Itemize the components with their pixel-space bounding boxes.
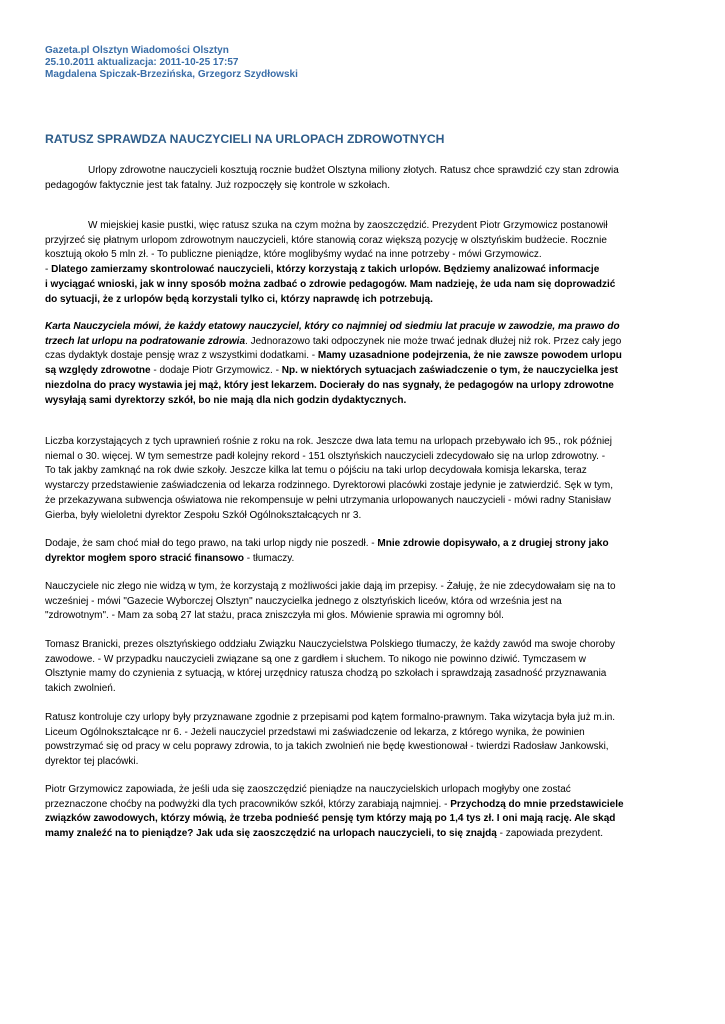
text-line: W miejskiej kasie pustki, więc ratusz szuka na czym można by zaoszczędzić. Prezydent Piotr Grzymowicz postanowił [88,220,608,231]
text-line: przeznaczone choćby na podwyżki dla tych pracowników szkół, którzy zarabiają najmniej. - Przychodzą do mnie przedstawiciele [45,798,624,810]
text-line: niemal o 30. więcej. W tym semestrze padł kolejny rekord - 151 olsztyńskich nauczycieli zdecydowało się na urlop zdrowotny. - [45,450,606,462]
paragraph-5 [45,537,685,566]
text-line: trzech lat urlopu na podratowanie zdrowia. Jednorazowo taki odpoczynek nie może trwać jednak dłużej niż rok. Przez cały jego [45,335,622,347]
quote-bold: niezdolna do pracy wystawia jej mąż, który jest lekarzem. Docierały do nas sygnały, że pedagogów na urlopy zdrowotne [45,379,614,391]
text-line: Ratusz kontroluje czy urlopy były przyznawane zgodnie z przepisami pod kątem formalno-prawnym. Taka wizytacja była już m.in. [45,712,616,723]
text-line: wystarczy przedstawienie zaświadczenia od lekarza rodzinnego. Dyrektorowi placówki zostaje jedynie je zatwierdzić. Sęk w tym, [45,480,614,492]
text-line: Dodaje, że sam choć miał do tego prawo, na taki urlop nigdy nie poszedł. - Mnie zdrowie dopisywało, a z drugiej strony jako [45,538,609,549]
text-line: Liczba korzystających z tych uprawnień rośnie z roku na rok. Jeszcze dwa lata temu na urlopach przebywało ich 95., rok później [45,436,612,447]
quote-bold: wysyłają sami dyrektorzy szkół, bo nie mają dla nich godzin dydaktycznych. [45,394,407,406]
paragraph-9 [45,783,685,842]
text-line: kosztują około 5 mln zł. - To publiczne pieniądze, które moglibyśmy wydać na inne potrzeby - mówi Grzymowicz. [45,249,542,261]
text-line: Urlopy zdrowotne nauczycieli kosztują rocznie budżet Olsztyna miliony złotych. Ratusz chce sprawdzić czy stan zdrowia [88,165,619,176]
text-line: dyrektor tej placówki. [45,756,139,768]
text-line: Tomasz Branicki, prezes olsztyńskiego oddziału Związku Nauczycielstwa Polskiego tłumaczy, że każdy zawód ma swoje choroby [45,639,616,650]
text-line: przyjrzeć się płatnym urlopom zdrowotnym nauczycieli, które stanowią coraz większą pozycję w olsztyńskim budżecie. Rocznie [45,234,607,246]
text-line: Olsztynie mamy do czynienia z sytuacją, w której urzędnicy ratusza chodzą po szkołach i sprawdzają zasadność przyznawania [45,668,607,680]
text-line: zawodowe. - W przypadku nauczycieli związane są one z gardłem i słuchem. To nikogo nie powinno dziwić. Tymczasem w [45,653,586,665]
quote-bold: do sytuacji, że z urlopów będą korzystali tylko ci, którzy naprawdę ich potrzebują. [45,293,433,305]
text-line: "zdrowotnym". - Mam za sobą 27 lat stażu, praca zniszczyła mi głos. Mówienie sprawia mi ogromny ból. [45,610,504,622]
text-line: mamy znaleźć na to pieniądze? Jak uda się zaoszczędzić na urlopach nauczycieli, to się znajdą - zapowiada prezydent. [45,828,603,840]
lead-paragraph [45,164,685,193]
authors-line: Magdalena Spiczak-Brzezińska, Grzegorz Szydłowski [45,69,298,80]
quote-bold: Dlatego zamierzamy skontrolować nauczycieli, którzy korzystają z takich urlopów. Będziemy analizować informacje [51,264,600,276]
text-line: To tak jakby zamknąć na rok dwie szkoły. Jeszcze kilka lat temu o pójściu na taki urlop decydowała komisja lekarska, teraz [45,465,587,477]
date-line: 25.10.2011 aktualizacja: 2011-10-25 17:57 [45,57,239,68]
italic-quote: trzech lat urlopu na podratowanie zdrowia [45,335,246,347]
text-line: czas dydaktyk dostaje pensję wraz z wszystkimi dodatkami. - Mamy uzasadnione podejrzenia, że nie zawsze powodem urlopu [45,350,622,362]
text-line: Liceum Ogólnokształcące nr 6. - Jeżeli nauczyciel przedstawi mi zaświadczenie od lekarza, z którego wynika, że powinien [45,726,585,738]
text-line: że przekazywana subwencja oświatowa nie rekompensuje w pełni utrzymania urlopowanych nauczycieli - mówi radny Stanisław [45,494,611,506]
paragraph-2 [45,219,685,307]
quote-bold: Mamy uzasadnione podejrzenia, że nie zawsze powodem urlopu [317,350,622,362]
source-line: Gazeta.pl Olsztyn Wiadomości Olsztyn [45,45,229,56]
quote-bold: i wyciągać wnioski, jak w inny sposób można zadbać o zdrowie pedagogów. Mam nadzieję, że uda nam się doprowadzić [45,278,616,290]
dash: - [45,264,52,276]
article-title: RATUSZ SPRAWDZA NAUCZYCIELI NA URLOPACH ZDROWOTNYCH [45,132,445,146]
paragraph-7 [45,638,685,697]
quote-bold: związków zawodowych, którzy mówią, że trzeba podnieść pensję tym którzy mają po 1,4 tys zł. I oni mają rację. Ale skąd [45,813,616,825]
text-line: Gierba, były wieloletni dyrektor Zespołu Szkół Ogólnokształcących nr 3. [45,509,362,521]
text-line [45,263,685,278]
text-line: wcześniej - mówi "Gazecie Wyborczej Olsztyn" nauczycielka jednego z olsztyńskich liceów, która od września jest na [45,595,562,607]
italic-quote: Karta Nauczyciela mówi, że każdy etatowy nauczyciel, który co najmniej od siedmiu lat pracuje w zawodzie, ma prawo do [45,321,620,332]
text-line: Piotr Grzymowicz zapowiada, że jeśli uda się zaoszczędzić pieniądze na nauczycielskich urlopach mogłyby one zostać [45,784,571,795]
paragraph-4 [45,435,685,523]
text-line: Nauczyciele nic złego nie widzą w tym, że korzystają z możliwości jakie dają im przepisy. - Żałuję, że nie zdecydowałam się na to [45,581,616,592]
text-line: takich zwolnień. [45,683,116,695]
text-line: powstrzymać się od pracy w celu poprawy zdrowia, to ja takich zwolnień nie będę kwestionował - twierdzi Radosław Jankowski, [45,741,609,753]
text-line: pedagogów faktycznie jest tak fatalny. Już rozpoczęły się kontrole w szkołach. [45,179,390,191]
paragraph-3 [45,320,685,408]
paragraph-8 [45,711,685,770]
text-line: dyrektor mogłem sporo stracić finansowo - tłumaczy. [45,552,295,564]
article-header [45,45,298,81]
paragraph-6 [45,580,685,624]
text-line: są względy zdrowotne - dodaje Piotr Grzymowicz. - Np. w niektórych sytuacjach zaświadczenie o tym, że nauczycielka jest [45,365,618,377]
